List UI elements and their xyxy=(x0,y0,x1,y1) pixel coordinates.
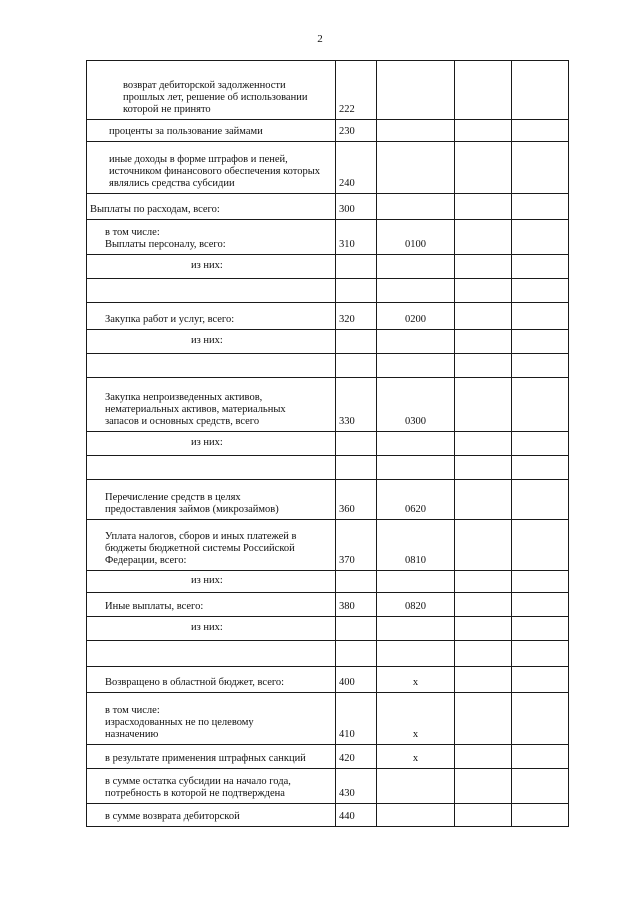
row-amount-cell xyxy=(455,641,512,667)
row-kosgu-cell xyxy=(377,142,455,194)
table-row xyxy=(87,667,569,693)
table-row xyxy=(87,378,569,432)
row-kosgu-cell xyxy=(377,571,455,593)
row-amount-cell xyxy=(455,432,512,456)
row-amount-cell xyxy=(512,593,569,617)
table-row xyxy=(87,432,569,456)
row-name-cell: из них: xyxy=(87,255,336,279)
row-amount-cell xyxy=(512,804,569,827)
row-name-cell: из них: xyxy=(87,330,336,354)
table-row xyxy=(87,194,569,220)
row-name-cell: в том числе: израсходованных не по целевому назначению xyxy=(87,693,336,745)
table-row xyxy=(87,61,569,120)
row-amount-cell xyxy=(512,142,569,194)
row-amount-cell xyxy=(512,432,569,456)
row-kosgu-cell: 0200 xyxy=(377,303,455,330)
row-kosgu-cell xyxy=(377,255,455,279)
row-amount-cell xyxy=(455,667,512,693)
row-kosgu-cell xyxy=(377,279,455,303)
row-code-cell: 230 xyxy=(336,120,377,142)
table-row xyxy=(87,456,569,480)
row-amount-cell xyxy=(455,769,512,804)
row-name-cell: Иные выплаты, всего: xyxy=(87,593,336,617)
row-code-cell: 380 xyxy=(336,593,377,617)
row-amount-cell xyxy=(455,255,512,279)
table-row xyxy=(87,693,569,745)
row-code-cell: 222 xyxy=(336,61,377,120)
row-amount-cell xyxy=(512,120,569,142)
row-kosgu-cell: 0820 xyxy=(377,593,455,617)
table-row xyxy=(87,480,569,520)
row-amount-cell xyxy=(455,804,512,827)
row-code-cell xyxy=(336,255,377,279)
row-amount-cell xyxy=(455,617,512,641)
row-code-cell: 320 xyxy=(336,303,377,330)
table-row xyxy=(87,617,569,641)
row-code-cell xyxy=(336,641,377,667)
row-amount-cell xyxy=(455,456,512,480)
row-kosgu-cell: x xyxy=(377,745,455,769)
row-kosgu-cell xyxy=(377,61,455,120)
row-amount-cell xyxy=(512,378,569,432)
table-row xyxy=(87,142,569,194)
row-name-cell: в том числе: Выплаты персоналу, всего: xyxy=(87,220,336,255)
report-table-body xyxy=(87,61,569,827)
row-kosgu-cell xyxy=(377,330,455,354)
row-code-cell: 330 xyxy=(336,378,377,432)
row-code-cell: 240 xyxy=(336,142,377,194)
row-amount-cell xyxy=(455,61,512,120)
row-name-cell: возврат дебиторской задолженности прошлых лет, решение об использовании которой не принято xyxy=(87,61,336,120)
row-kosgu-cell xyxy=(377,769,455,804)
table-row xyxy=(87,220,569,255)
row-name-cell xyxy=(87,456,336,480)
row-amount-cell xyxy=(512,520,569,571)
row-code-cell: 420 xyxy=(336,745,377,769)
row-kosgu-cell xyxy=(377,617,455,641)
row-code-cell xyxy=(336,330,377,354)
row-amount-cell xyxy=(512,303,569,330)
table-row xyxy=(87,769,569,804)
row-amount-cell xyxy=(512,61,569,120)
row-kosgu-cell: 0620 xyxy=(377,480,455,520)
row-name-cell xyxy=(87,279,336,303)
row-code-cell: 400 xyxy=(336,667,377,693)
row-amount-cell xyxy=(455,480,512,520)
table-row xyxy=(87,354,569,378)
row-amount-cell xyxy=(512,330,569,354)
row-name-cell: в результате применения штрафных санкций xyxy=(87,745,336,769)
row-name-cell: Возвращено в областной бюджет, всего: xyxy=(87,667,336,693)
row-code-cell xyxy=(336,432,377,456)
table-row xyxy=(87,330,569,354)
row-amount-cell xyxy=(455,194,512,220)
table-row xyxy=(87,745,569,769)
row-name-cell: из них: xyxy=(87,571,336,593)
table-row xyxy=(87,279,569,303)
table-row xyxy=(87,641,569,667)
row-kosgu-cell xyxy=(377,456,455,480)
row-amount-cell xyxy=(512,571,569,593)
row-name-cell: Закупка непроизведенных активов, нематериальных активов, материальных запасов и основных средств, всего xyxy=(87,378,336,432)
table-row xyxy=(87,255,569,279)
row-code-cell: 410 xyxy=(336,693,377,745)
row-name-cell: из них: xyxy=(87,617,336,641)
row-kosgu-cell: x xyxy=(377,693,455,745)
row-code-cell: 310 xyxy=(336,220,377,255)
row-amount-cell xyxy=(455,571,512,593)
row-kosgu-cell xyxy=(377,432,455,456)
row-amount-cell xyxy=(512,693,569,745)
row-amount-cell xyxy=(455,303,512,330)
row-name-cell: проценты за пользование займами xyxy=(87,120,336,142)
row-amount-cell xyxy=(512,480,569,520)
row-amount-cell xyxy=(512,641,569,667)
row-amount-cell xyxy=(455,142,512,194)
table-row xyxy=(87,520,569,571)
row-code-cell xyxy=(336,354,377,378)
row-amount-cell xyxy=(455,120,512,142)
row-kosgu-cell: 0100 xyxy=(377,220,455,255)
row-kosgu-cell xyxy=(377,804,455,827)
row-name-cell: в сумме возврата дебиторской xyxy=(87,804,336,827)
table-row xyxy=(87,120,569,142)
row-amount-cell xyxy=(455,745,512,769)
row-name-cell: из них: xyxy=(87,432,336,456)
row-amount-cell xyxy=(512,769,569,804)
row-amount-cell xyxy=(455,330,512,354)
row-code-cell: 360 xyxy=(336,480,377,520)
row-code-cell: 300 xyxy=(336,194,377,220)
row-amount-cell xyxy=(512,220,569,255)
table-row xyxy=(87,571,569,593)
row-kosgu-cell: x xyxy=(377,667,455,693)
row-code-cell xyxy=(336,617,377,641)
row-amount-cell xyxy=(512,456,569,480)
row-amount-cell xyxy=(512,279,569,303)
row-amount-cell xyxy=(512,354,569,378)
row-code-cell: 370 xyxy=(336,520,377,571)
row-amount-cell xyxy=(455,593,512,617)
row-kosgu-cell xyxy=(377,641,455,667)
row-name-cell xyxy=(87,641,336,667)
row-name-cell: в сумме остатка субсидии на начало года, потребность в которой не подтверждена xyxy=(87,769,336,804)
row-code-cell: 430 xyxy=(336,769,377,804)
row-amount-cell xyxy=(512,617,569,641)
row-amount-cell xyxy=(512,667,569,693)
row-name-cell xyxy=(87,354,336,378)
row-kosgu-cell: 0810 xyxy=(377,520,455,571)
row-kosgu-cell xyxy=(377,354,455,378)
row-name-cell: Выплаты по расходам, всего: xyxy=(87,194,336,220)
row-name-cell: иные доходы в форме штрафов и пеней, источником финансового обеспечения которых являлись средства субсидии xyxy=(87,142,336,194)
row-amount-cell xyxy=(455,220,512,255)
row-kosgu-cell xyxy=(377,194,455,220)
row-name-cell: Уплата налогов, сборов и иных платежей в бюджеты бюджетной системы Российской Федерации, всего: xyxy=(87,520,336,571)
row-code-cell: 440 xyxy=(336,804,377,827)
row-code-cell xyxy=(336,279,377,303)
row-code-cell xyxy=(336,571,377,593)
row-kosgu-cell: 0300 xyxy=(377,378,455,432)
row-code-cell xyxy=(336,456,377,480)
table-row xyxy=(87,593,569,617)
page-number: 2 xyxy=(317,33,323,45)
row-amount-cell xyxy=(512,194,569,220)
row-name-cell: Перечисление средств в целях предоставления займов (микрозаймов) xyxy=(87,480,336,520)
row-amount-cell xyxy=(455,520,512,571)
row-amount-cell xyxy=(512,255,569,279)
row-amount-cell xyxy=(455,693,512,745)
row-amount-cell xyxy=(455,279,512,303)
row-kosgu-cell xyxy=(377,120,455,142)
report-table xyxy=(86,60,569,827)
row-amount-cell xyxy=(455,354,512,378)
table-row xyxy=(87,804,569,827)
row-name-cell: Закупка работ и услуг, всего: xyxy=(87,303,336,330)
row-amount-cell xyxy=(455,378,512,432)
row-amount-cell xyxy=(512,745,569,769)
table-row xyxy=(87,303,569,330)
